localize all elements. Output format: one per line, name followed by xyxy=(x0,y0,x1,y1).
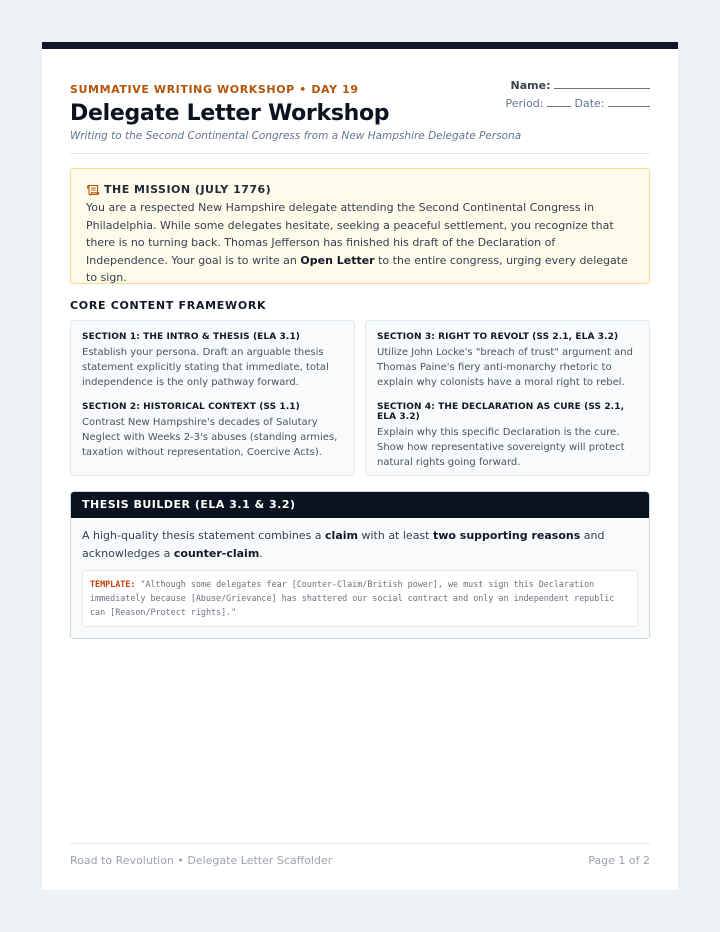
date-label: Date: xyxy=(574,97,605,110)
section-4-title: SECTION 4: THE DECLARATION AS CURE (SS 2.1, ELA 3.2) xyxy=(377,402,625,422)
period-blank[interactable] xyxy=(547,97,571,107)
thesis-text-part: . xyxy=(259,547,263,560)
template-text: "Although some delegates fear [Counter-Claim/British power], we must sign this Declaration immediately because [Abuse/Grievance] has shattered our social contract and only an independent republic can [Reason/Protect rights]." xyxy=(90,579,615,617)
student-info xyxy=(505,77,650,113)
section-1-body: Establish your persona. Draft an arguable thesis statement explicitly stating that immediate, total independence is the only pathway forward. xyxy=(82,347,329,388)
section-2-body: Contrast New Hampshire's decades of Salutary Neglect with Weeks 2-3's abuses (standing armies, taxation without representation, Coercive Acts). xyxy=(82,417,338,458)
section-4-body: Explain why this specific Declaration is the cure. Show how representative sovereignty will protect natural rights going forward. xyxy=(377,427,625,468)
framework-title: CORE CONTENT FRAMEWORK xyxy=(70,299,267,312)
thesis-template xyxy=(82,570,638,627)
section-spacer xyxy=(377,390,638,402)
thesis-intro xyxy=(82,527,638,563)
mission-emphasis: Open Letter xyxy=(300,253,375,267)
mission-heading xyxy=(86,183,634,196)
mission-box xyxy=(70,168,650,284)
mission-title: THE MISSION (JULY 1776) xyxy=(104,183,272,196)
page-title: Delegate Letter Workshop xyxy=(70,101,390,126)
thesis-emphasis: claim xyxy=(325,529,358,542)
section-2-title: SECTION 2: HISTORICAL CONTEXT (SS 1.1) xyxy=(82,402,300,412)
section-spacer xyxy=(82,390,343,402)
footer-title: Road to Revolution • Delegate Letter Scaffolder xyxy=(70,854,333,867)
thesis-text-part: A high-quality thesis statement combines a xyxy=(82,529,326,542)
template-label: TEMPLATE: xyxy=(90,579,136,589)
framework-card-left xyxy=(70,320,355,476)
thesis-body xyxy=(71,518,649,639)
framework-card-right xyxy=(365,320,650,476)
section-3-body: Utilize John Locke's "breach of trust" argument and Thomas Paine's fiery anti-monarchy rhetoric to explain why colonists have a moral right to rebel. xyxy=(377,347,633,388)
mission-text-part: You are a respected New Hampshire delegate attending the Second Continental Congress in Philadelphia. While some delegates hesitate, seeking a peaceful settlement, you recognize that there is no turning back. Thomas Jefferson has finished his draft of the Declaration of Independence. Your goal is to write an xyxy=(86,201,614,267)
scroll-icon xyxy=(86,184,100,196)
date-blank[interactable] xyxy=(608,97,650,107)
section-3-title: SECTION 3: RIGHT TO REVOLT (SS 2.1, ELA 3.2) xyxy=(377,332,619,342)
page-kicker: SUMMATIVE WRITING WORKSHOP • DAY 19 xyxy=(70,83,359,96)
thesis-text-part: and acknowledges a xyxy=(82,529,605,560)
thesis-title: THESIS BUILDER (ELA 3.1 & 3.2) xyxy=(71,492,649,518)
thesis-text-part: with at least xyxy=(357,529,433,542)
page-number: Page 1 of 2 xyxy=(588,854,650,867)
thesis-emphasis: two supporting reasons xyxy=(432,529,581,542)
section-1-title: SECTION 1: THE INTRO & THESIS (ELA 3.1) xyxy=(82,332,301,342)
name-row xyxy=(505,77,650,95)
footer-divider xyxy=(70,843,650,844)
page-subtitle: Writing to the Second Continental Congress from a New Hampshire Delegate Persona xyxy=(70,130,522,142)
name-label: Name: xyxy=(510,79,551,92)
thesis-emphasis: counter-claim xyxy=(173,547,260,560)
name-blank[interactable] xyxy=(554,79,650,89)
worksheet-page xyxy=(42,42,678,890)
thesis-builder xyxy=(70,491,650,639)
mission-text-part: to the entire congress, urging every delegate to sign. xyxy=(86,253,628,285)
period-date-row xyxy=(505,95,650,113)
mission-text xyxy=(86,199,634,287)
header-divider xyxy=(70,153,650,154)
period-label: Period: xyxy=(505,97,544,110)
